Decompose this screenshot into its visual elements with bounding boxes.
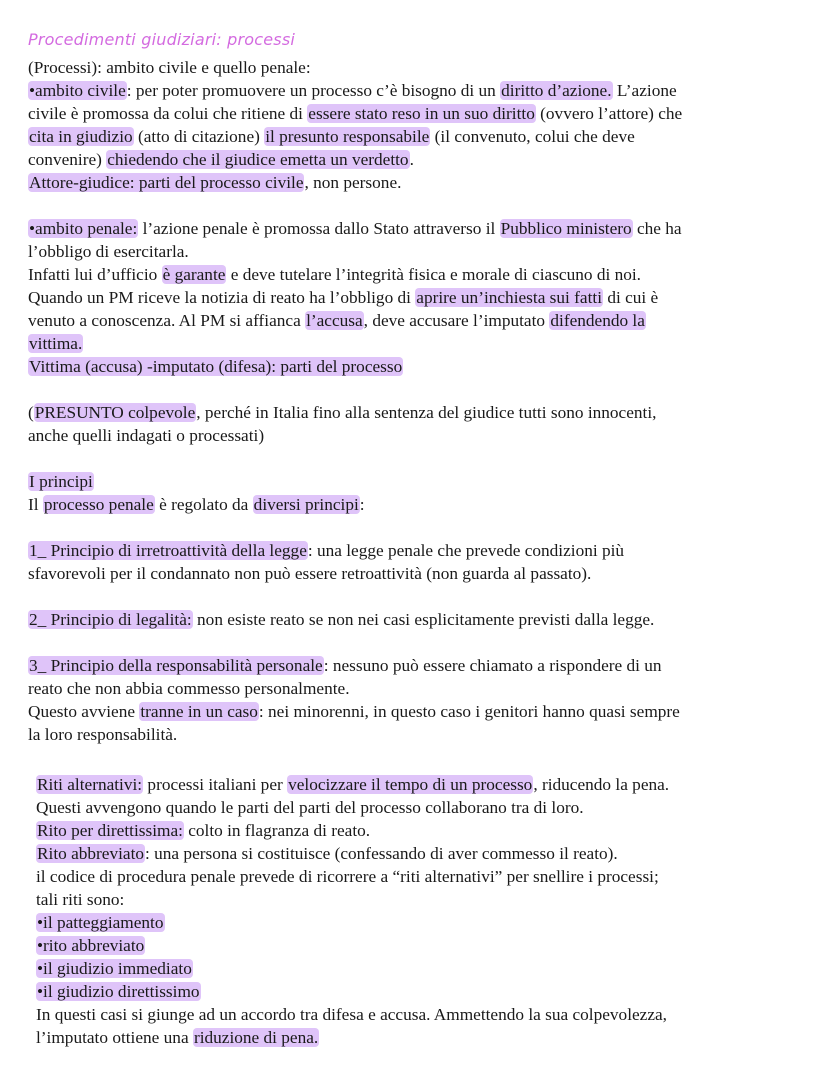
- text-segment: Questo avviene: [28, 702, 140, 721]
- highlighted-text: essere stato reso in un suo diritto: [308, 104, 535, 123]
- highlighted-text: PRESUNTO colpevole: [34, 403, 196, 422]
- highlighted-text: l’accusa: [306, 311, 363, 330]
- text-segment: , deve accusare l’imputato: [363, 311, 550, 330]
- highlighted-text: •ambito civile: [29, 81, 126, 100]
- text-segment: .: [409, 150, 414, 169]
- text-line: [36, 842, 798, 865]
- text-segment: : nei minorenni, in questo caso i genitori hanno quasi sempre: [258, 702, 680, 721]
- text-segment: il codice di procedura penale prevede di ricorrere a “riti alternativi” per snellire i processi;: [36, 867, 659, 886]
- text-segment: Questi avvengono quando le parti del parti del processo collaborano tra di loro.: [36, 798, 584, 817]
- document-body: [28, 56, 798, 1049]
- text-segment: :: [359, 495, 365, 514]
- highlighted-text: velocizzare il tempo di un processo: [288, 775, 533, 794]
- paragraph-p8: [28, 773, 798, 1049]
- text-line: [36, 865, 798, 888]
- text-line: [28, 217, 798, 240]
- text-line: [28, 723, 798, 746]
- text-segment: : una persona si costituisce (confessando di aver commesso il reato).: [145, 844, 618, 863]
- text-segment: non esiste reato se non nei casi esplicitamente previsti dalla legge.: [192, 610, 655, 629]
- highlighted-text: Vittima (accusa) -imputato (difesa): parti del processo: [29, 357, 403, 376]
- text-line: [28, 562, 798, 585]
- highlighted-text: tranne in un caso: [140, 702, 258, 721]
- text-line: [28, 56, 798, 79]
- highlighted-text: Pubblico ministero: [500, 219, 632, 238]
- text-segment: la loro responsabilità.: [28, 725, 178, 744]
- text-segment: l’imputato ottiene una: [36, 1028, 193, 1047]
- highlighted-text: Rito abbreviato: [37, 844, 145, 863]
- paragraph-p7: [28, 654, 798, 746]
- text-segment: (atto di citazione): [133, 127, 265, 146]
- text-line: [36, 957, 798, 980]
- paragraph-p1: [28, 56, 798, 194]
- text-segment: , riducendo la pena.: [533, 775, 670, 794]
- text-line: [28, 493, 798, 516]
- text-line: [28, 401, 798, 424]
- paragraph-p5: [28, 539, 798, 585]
- text-line: [28, 102, 798, 125]
- paragraph-p6: [28, 608, 798, 631]
- text-line: [28, 148, 798, 171]
- text-line: [28, 654, 798, 677]
- paragraph-spacer: [28, 631, 798, 654]
- text-segment: , non persone.: [304, 173, 402, 192]
- highlighted-text: 3_ Principio della responsabilità personale: [29, 656, 323, 675]
- text-segment: sfavorevoli per il condannato non può essere retroattività (non guarda al passato).: [28, 564, 592, 583]
- text-line: [28, 263, 798, 286]
- text-segment: anche quelli indagati o processati): [28, 426, 265, 445]
- text-line: [28, 309, 798, 332]
- text-segment: (ovvero l’attore) che: [535, 104, 683, 123]
- highlighted-text: il presunto responsabile: [265, 127, 430, 146]
- text-line: [28, 608, 798, 631]
- text-segment: processi italiani per: [143, 775, 288, 794]
- paragraph-spacer: [28, 447, 798, 470]
- paragraph-spacer: [28, 746, 798, 773]
- highlighted-text: difendendo la: [550, 311, 645, 330]
- text-segment: (il convenuto, colui che deve: [430, 127, 635, 146]
- text-line: [28, 424, 798, 447]
- text-segment: convenire): [28, 150, 107, 169]
- highlighted-text: riduzione di pena.: [193, 1028, 319, 1047]
- document-title: Procedimenti giudiziari: processi: [28, 30, 296, 49]
- highlighted-text: •il patteggiamento: [37, 913, 164, 932]
- highlighted-text: cita in giudizio: [29, 127, 133, 146]
- text-line: [28, 700, 798, 723]
- text-segment: di cui è: [603, 288, 659, 307]
- paragraph-spacer: [28, 585, 798, 608]
- paragraph-p3: [28, 401, 798, 447]
- highlighted-text: vittima.: [29, 334, 83, 353]
- highlighted-text: 2_ Principio di legalità:: [29, 610, 192, 629]
- text-line: [28, 677, 798, 700]
- text-line: [36, 934, 798, 957]
- text-line: [28, 286, 798, 309]
- text-segment: : una legge penale che prevede condizioni più: [307, 541, 625, 560]
- text-segment: tali riti sono:: [36, 890, 125, 909]
- text-line: [28, 171, 798, 194]
- highlighted-text: •rito abbreviato: [37, 936, 145, 955]
- text-line: [28, 332, 798, 355]
- highlighted-text: •il giudizio direttissimo: [37, 982, 200, 1001]
- paragraph-spacer: [28, 516, 798, 539]
- text-segment: l’obbligo di esercitarla.: [28, 242, 189, 261]
- paragraph-spacer: [28, 194, 798, 217]
- text-line: [36, 888, 798, 911]
- text-line: [28, 539, 798, 562]
- text-segment: In questi casi si giunge ad un accordo tra difesa e accusa. Ammettendo la sua colpevolezza,: [36, 1005, 668, 1024]
- highlighted-text: Attore-giudice: parti del processo civile: [29, 173, 304, 192]
- text-segment: , perché in Italia fino alla sentenza del giudice tutti sono innocenti,: [196, 403, 657, 422]
- text-segment: Il: [28, 495, 43, 514]
- text-line: [28, 240, 798, 263]
- text-segment: e deve tutelare l’integrità fisica e morale di ciascuno di noi.: [226, 265, 642, 284]
- highlighted-text: 1_ Principio di irretroattività della legge: [29, 541, 307, 560]
- text-line: [28, 125, 798, 148]
- text-segment: : per poter promuovere un processo c’è bisogno di un: [126, 81, 501, 100]
- text-line: [28, 355, 798, 378]
- highlighted-text: processo penale: [43, 495, 154, 514]
- text-segment: venuto a conoscenza. Al PM si affianca: [28, 311, 306, 330]
- text-segment: Infatti lui d’ufficio: [28, 265, 162, 284]
- paragraph-p4: [28, 470, 798, 516]
- text-line: [36, 980, 798, 1003]
- highlighted-text: aprire un’inchiesta sui fatti: [416, 288, 603, 307]
- text-line: [28, 470, 798, 493]
- text-line: [36, 773, 798, 796]
- text-line: [36, 1026, 798, 1049]
- highlighted-text: Riti alternativi:: [37, 775, 143, 794]
- text-line: [36, 1003, 798, 1026]
- text-segment: Quando un PM riceve la notizia di reato ha l’obbligo di: [28, 288, 416, 307]
- text-segment: reato che non abbia commesso personalmente.: [28, 679, 350, 698]
- text-segment: (: [28, 403, 34, 422]
- text-segment: civile è promossa da colui che ritiene di: [28, 104, 308, 123]
- highlighted-text: diversi principi: [253, 495, 359, 514]
- highlighted-text: diritto d’azione.: [501, 81, 612, 100]
- highlighted-text: •il giudizio immediato: [37, 959, 192, 978]
- text-line: [28, 79, 798, 102]
- text-line: [36, 796, 798, 819]
- text-segment: che ha: [632, 219, 682, 238]
- highlighted-text: I principi: [29, 472, 93, 491]
- text-segment: L’azione: [612, 81, 677, 100]
- paragraph-spacer: [28, 378, 798, 401]
- highlighted-text: Rito per direttissima:: [37, 821, 183, 840]
- text-segment: l’azione penale è promossa dallo Stato attraverso il: [138, 219, 500, 238]
- text-segment: : nessuno può essere chiamato a rispondere di un: [323, 656, 662, 675]
- paragraph-p2: [28, 217, 798, 378]
- text-line: [36, 819, 798, 842]
- text-segment: è regolato da: [154, 495, 253, 514]
- highlighted-text: chiedendo che il giudice emetta un verdetto: [107, 150, 409, 169]
- highlighted-text: •ambito penale:: [29, 219, 138, 238]
- text-segment: colto in flagranza di reato.: [183, 821, 371, 840]
- highlighted-text: è garante: [162, 265, 226, 284]
- text-line: [36, 911, 798, 934]
- text-segment: (Processi): ambito civile e quello penale:: [28, 58, 311, 77]
